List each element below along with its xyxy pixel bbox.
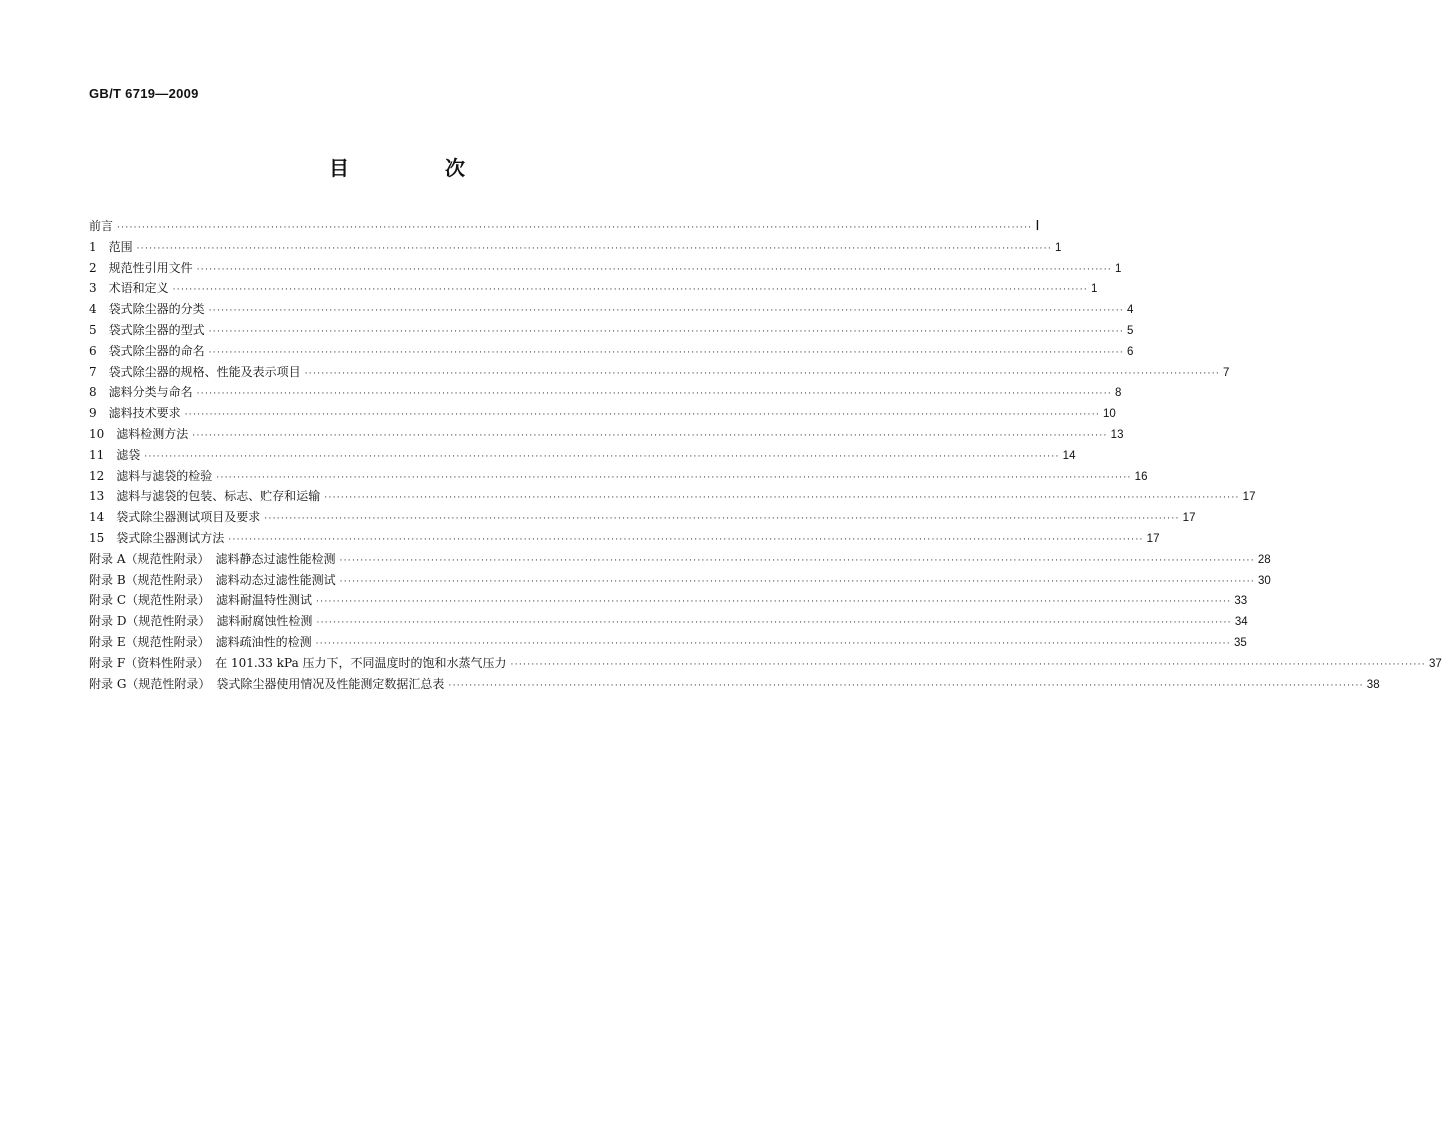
toc-entry[interactable] — [89, 320, 1134, 341]
toc-entry[interactable] — [89, 611, 1248, 632]
toc-entry-title: 附录 B（规范性附录） 滤料动态过滤性能测试 — [89, 572, 336, 587]
toc-entry-title: 2 规范性引用文件 — [89, 260, 193, 275]
toc-entry-page: 1 — [1055, 241, 1062, 254]
toc-dot-leader: ···························································································································································································································· — [316, 597, 1232, 608]
toc-entry-page: 17 — [1146, 532, 1160, 545]
toc-entry-page: 16 — [1134, 470, 1148, 483]
toc-dot-leader: ···························································································································································································································· — [216, 472, 1132, 483]
toc-entry-page: Ⅰ — [1035, 219, 1040, 234]
toc-entry-title: 14 袋式除尘器测试项目及要求 — [89, 510, 261, 525]
toc-entry[interactable] — [89, 570, 1271, 591]
toc-dot-leader: ···························································································································································································································· — [339, 576, 1256, 587]
toc-dot-leader: ···························································································································································································································· — [144, 451, 1060, 462]
toc-entry-title: 8 滤料分类与命名 — [89, 385, 193, 400]
toc-dot-leader: ···························································································································································································································· — [208, 306, 1125, 317]
toc-entry-title: 附录 D（规范性附录） 滤料耐腐蚀性检测 — [89, 614, 313, 629]
toc-entry-title: 6 袋式除尘器的命名 — [89, 343, 205, 358]
toc-dot-leader: ···························································································································································································································· — [192, 430, 1108, 441]
toc-entry[interactable] — [89, 674, 1380, 695]
toc-entry[interactable] — [89, 382, 1122, 403]
toc-entry-page: 4 — [1127, 304, 1134, 317]
toc-entry-page: 5 — [1127, 324, 1134, 337]
toc-entry[interactable] — [89, 653, 1442, 674]
toc-entry-page: 1 — [1115, 262, 1122, 275]
toc-dot-leader: ···························································································································································································································· — [208, 347, 1125, 358]
toc-entry-title: 4 袋式除尘器的分类 — [89, 302, 205, 317]
toc-entry-page: 1 — [1091, 283, 1098, 296]
toc-entry-page: 13 — [1110, 428, 1124, 441]
toc-entry[interactable] — [89, 424, 1124, 445]
toc-entry-title: 3 术语和定义 — [89, 281, 169, 296]
toc-dot-leader: ···························································································································································································································· — [324, 493, 1240, 504]
toc-dot-leader: ···························································································································································································································· — [196, 264, 1113, 275]
toc-entry-page: 34 — [1234, 616, 1248, 629]
toc-entry[interactable] — [89, 486, 1256, 507]
toc-entry-page: 28 — [1257, 553, 1271, 566]
toc-entry-page: 35 — [1233, 636, 1247, 649]
toc-entry-page: 17 — [1242, 491, 1256, 504]
toc-dot-leader: ···························································································································································································································· — [184, 410, 1101, 421]
toc-dot-leader: ···························································································································································································································· — [264, 514, 1180, 525]
toc-dot-leader: ···························································································································································································································· — [316, 618, 1232, 629]
toc-entry[interactable] — [89, 549, 1271, 570]
toc-entry[interactable] — [89, 466, 1148, 487]
toc-entry-title: 5 袋式除尘器的型式 — [89, 322, 205, 337]
toc-entry-title: 前言 — [89, 219, 114, 233]
toc-dot-leader: ···························································································································································································································· — [304, 368, 1221, 379]
toc-dot-leader: ···························································································································································································································· — [208, 326, 1125, 337]
toc-entry-page: 6 — [1127, 345, 1134, 358]
toc-dot-leader: ···························································································································································································································· — [117, 223, 1033, 233]
toc-entry[interactable] — [89, 341, 1134, 362]
toc-entry-title: 9 滤料技术要求 — [89, 406, 181, 421]
toc-entry[interactable] — [89, 528, 1160, 549]
toc-dot-leader: ···························································································································································································································· — [136, 243, 1053, 254]
table-of-contents — [89, 216, 1442, 694]
page-title: 目 次 — [329, 156, 503, 180]
toc-entry-page: 10 — [1103, 408, 1116, 421]
toc-entry-title: 13 滤料与滤袋的包装、标志、贮存和运输 — [89, 489, 321, 504]
toc-entry-title: 附录 A（规范性附录） 滤料静态过滤性能检测 — [89, 551, 336, 566]
toc-dot-leader: ···························································································································································································································· — [172, 285, 1089, 296]
toc-entry-page: 8 — [1115, 387, 1122, 400]
toc-entry-page: 17 — [1182, 512, 1196, 525]
toc-entry[interactable] — [89, 362, 1230, 383]
toc-dot-leader: ···························································································································································································································· — [228, 534, 1144, 545]
toc-entry[interactable] — [89, 445, 1076, 466]
toc-dot-leader: ···························································································································································································································· — [315, 638, 1231, 649]
toc-entry-page: 38 — [1366, 678, 1380, 691]
standard-number: GB/T 6719—2009 — [89, 86, 199, 101]
toc-entry[interactable] — [89, 632, 1247, 653]
toc-entry[interactable] — [89, 507, 1196, 528]
toc-dot-leader: ···························································································································································································································· — [448, 680, 1364, 691]
toc-entry-title: 附录 G（规范性附录） 袋式除尘器使用情况及性能测定数据汇总表 — [89, 676, 445, 691]
toc-entry-title: 10 滤料检测方法 — [89, 426, 189, 441]
toc-dot-leader: ···························································································································································································································· — [339, 555, 1255, 566]
toc-entry[interactable] — [89, 403, 1116, 424]
toc-entry-page: 33 — [1234, 595, 1248, 608]
toc-entry[interactable] — [89, 237, 1062, 258]
toc-entry[interactable] — [89, 299, 1134, 320]
toc-entry[interactable] — [89, 278, 1098, 299]
toc-entry-title: 15 袋式除尘器测试方法 — [89, 530, 225, 545]
toc-dot-leader: ···························································································································································································································· — [196, 389, 1113, 400]
toc-entry-title: 附录 C（规范性附录） 滤料耐温特性测试 — [89, 593, 312, 608]
toc-entry-title: 12 滤料与滤袋的检验 — [89, 468, 213, 483]
toc-entry-page: 7 — [1223, 366, 1230, 379]
toc-entry[interactable] — [89, 216, 1040, 237]
toc-entry-page: 30 — [1258, 574, 1271, 587]
toc-entry-title: 附录 F（资料性附录） 在 101.33 kPa 压力下，不同温度时的饱和水蒸气压力 — [89, 655, 507, 670]
toc-entry-page: 37 — [1428, 657, 1442, 670]
toc-entry-title: 附录 E（规范性附录） 滤料疏油性的检测 — [89, 634, 312, 649]
toc-dot-leader: ···························································································································································································································· — [510, 659, 1426, 670]
toc-entry-page: 14 — [1062, 449, 1076, 462]
toc-entry-title: 11 滤袋 — [89, 447, 141, 462]
toc-entry[interactable] — [89, 590, 1248, 611]
toc-entry-title: 7 袋式除尘器的规格、性能及表示项目 — [89, 364, 301, 379]
toc-entry[interactable] — [89, 258, 1122, 279]
toc-entry-title: 1 范围 — [89, 239, 133, 254]
